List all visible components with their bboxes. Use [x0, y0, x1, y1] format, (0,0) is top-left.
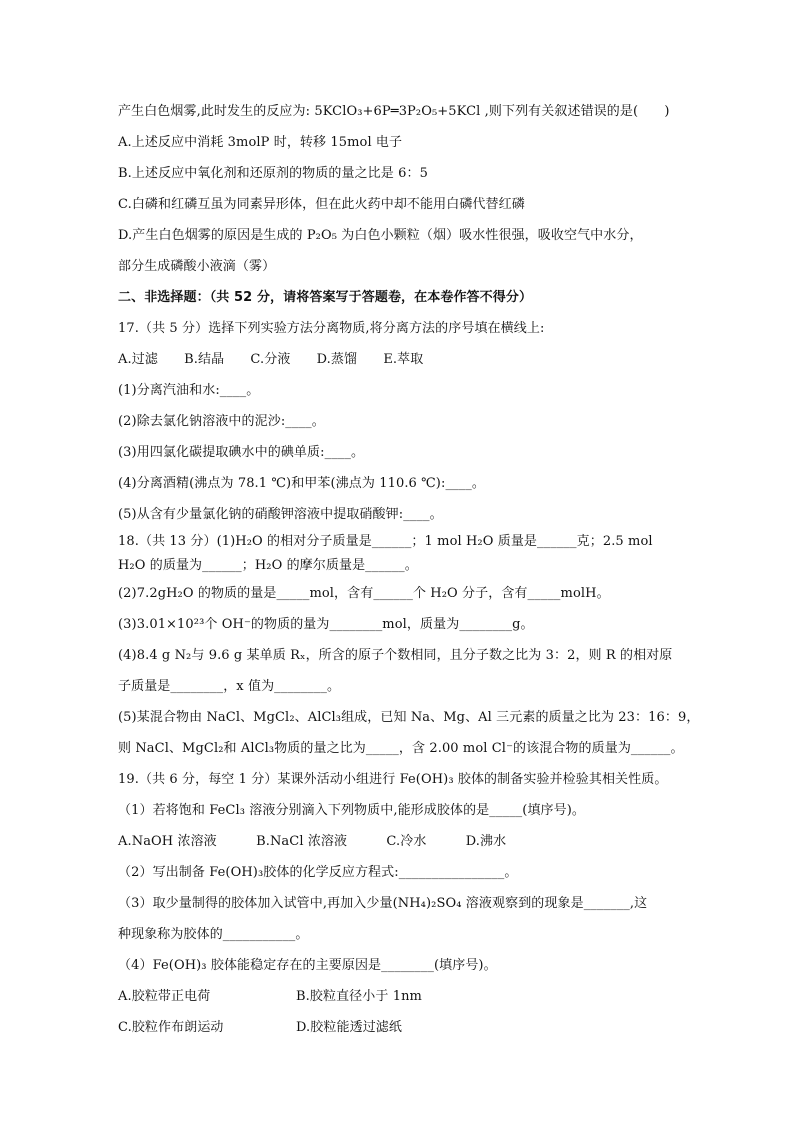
q19-sub-1: （1）若将饱和 FeCl₃ 溶液分别滴入下列物质中,能形成胶体的是_____(填序号)。: [118, 803, 586, 818]
q17-stem: 17.（共 5 分）选择下列实验方法分离物质,将分离方法的序号填在横线上:: [118, 321, 545, 336]
q16-option-d-line1: D.产生白色烟雾的原因是生成的 P₂O₅ 为白色小颗粒（烟）吸水性很强，吸收空气中水分，: [118, 228, 643, 243]
q17-part-2: (2)除去氯化钠溶液中的泥沙:____。: [118, 414, 325, 429]
q19-sub-4-options-row2: [118, 1012, 678, 1043]
q17-part-5: (5)从含有少量氯化钠的硝酸钾溶液中提取硝酸钾:____。: [118, 507, 443, 522]
q17-part-1: (1)分离汽油和水:____。: [118, 383, 260, 398]
q19-stem: 19.（共 6 分，每空 1 分）某课外活动小组进行 Fe(OH)₃ 胶体的制备实验并检验其相关性质。: [118, 772, 668, 787]
exam-page: [118, 96, 700, 1043]
q19-sub-2: （2）写出制备 Fe(OH)₃胶体的化学反应方程式:________________。: [118, 865, 518, 880]
q17-options: A.过滤 B.结晶 C.分液 D.蒸馏 E.萃取: [118, 352, 424, 367]
q18-line-4: (3)3.01×10²³个 OH⁻的物质的量为________mol，质量为________g。: [118, 617, 534, 632]
q17-part-3: (3)用四氯化碳提取碘水中的碘单质:____。: [118, 445, 365, 460]
q19-sub-3-line2: 种现象称为胶体的___________。: [118, 927, 309, 942]
q18-line-5: (4)8.4 g N₂与 9.6 g 某单质 Rₓ，所含的原子个数相同，且分子数之比为 3：2，则 R 的相对原: [118, 648, 673, 663]
q18-line-8: 则 NaCl、MgCl₂和 AlCl₃物质的量之比为_____，含 2.00 mol Cl⁻的该混合物的质量为______。: [118, 741, 684, 756]
q17-part-4: (4)分离酒精(沸点为 78.1 ℃)和甲苯(沸点为 110.6 ℃):____。: [118, 476, 485, 491]
q16-stem-line: 产生白色烟雾,此时发生的反应为: 5KClO₃+6P═3P₂O₅+5KCl ,则下列有关叙述错误的是( ): [118, 104, 670, 119]
q16-option-a: A.上述反应中消耗 3molP 时，转移 15mol 电子: [118, 135, 403, 150]
q18-line-1: 18.（共 13 分）(1)H₂O 的相对分子质量是______；1 mol H₂O 质量是______克；2.5 mol: [118, 534, 653, 549]
q18-line-3: (2)7.2gH₂O 的物质的量是_____mol，含有______个 H₂O 分子，含有_____molH。: [118, 586, 610, 601]
q19-sub-4-option-d: D.胶粒能透过滤纸: [296, 1020, 402, 1035]
section-heading: 二、非选择题：（共 52 分，请将答案写于答题卷，在本卷作答不得分）: [118, 290, 533, 305]
q16-option-d-line2: 部分生成磷酸小液滴（雾）: [118, 259, 276, 274]
q19-sub-4-option-c: C.胶粒作布朗运动: [118, 1020, 224, 1035]
q18-line-6: 子质量是________，x 值为________。: [118, 679, 341, 694]
q18-line-7: (5)某混合物由 NaCl、MgCl₂、AlCl₃组成，已知 Na、Mg、Al 三元素的质量之比为 23：16：9，: [118, 710, 700, 725]
q19-sub-4-options-row1: [118, 981, 678, 1012]
q19-sub-4-option-a: A.胶粒带正电荷: [118, 989, 211, 1004]
q19-sub-1-options: A.NaOH 浓溶液 B.NaCl 浓溶液 C.冷水 D.沸水: [118, 834, 507, 849]
q18-line-2: H₂O 的质量为______；H₂O 的摩尔质量是______。: [118, 558, 418, 573]
q16-option-b: B.上述反应中氧化剂和还原剂的物质的量之比是 6：5: [118, 166, 428, 181]
q19-sub-4: （4）Fe(OH)₃ 胶体能稳定存在的主要原因是________(填序号)。: [118, 958, 497, 973]
q16-option-c: C.白磷和红磷互虽为同素异形体，但在此火药中却不能用白磷代替红磷: [118, 197, 525, 212]
q19-sub-4-option-b: B.胶粒直径小于 1nm: [296, 989, 422, 1004]
q19-sub-3-line1: （3）取少量制得的胶体加入试管中,再加入少量(NH₄)₂SO₄ 溶液观察到的现象是_______,这: [118, 896, 648, 911]
